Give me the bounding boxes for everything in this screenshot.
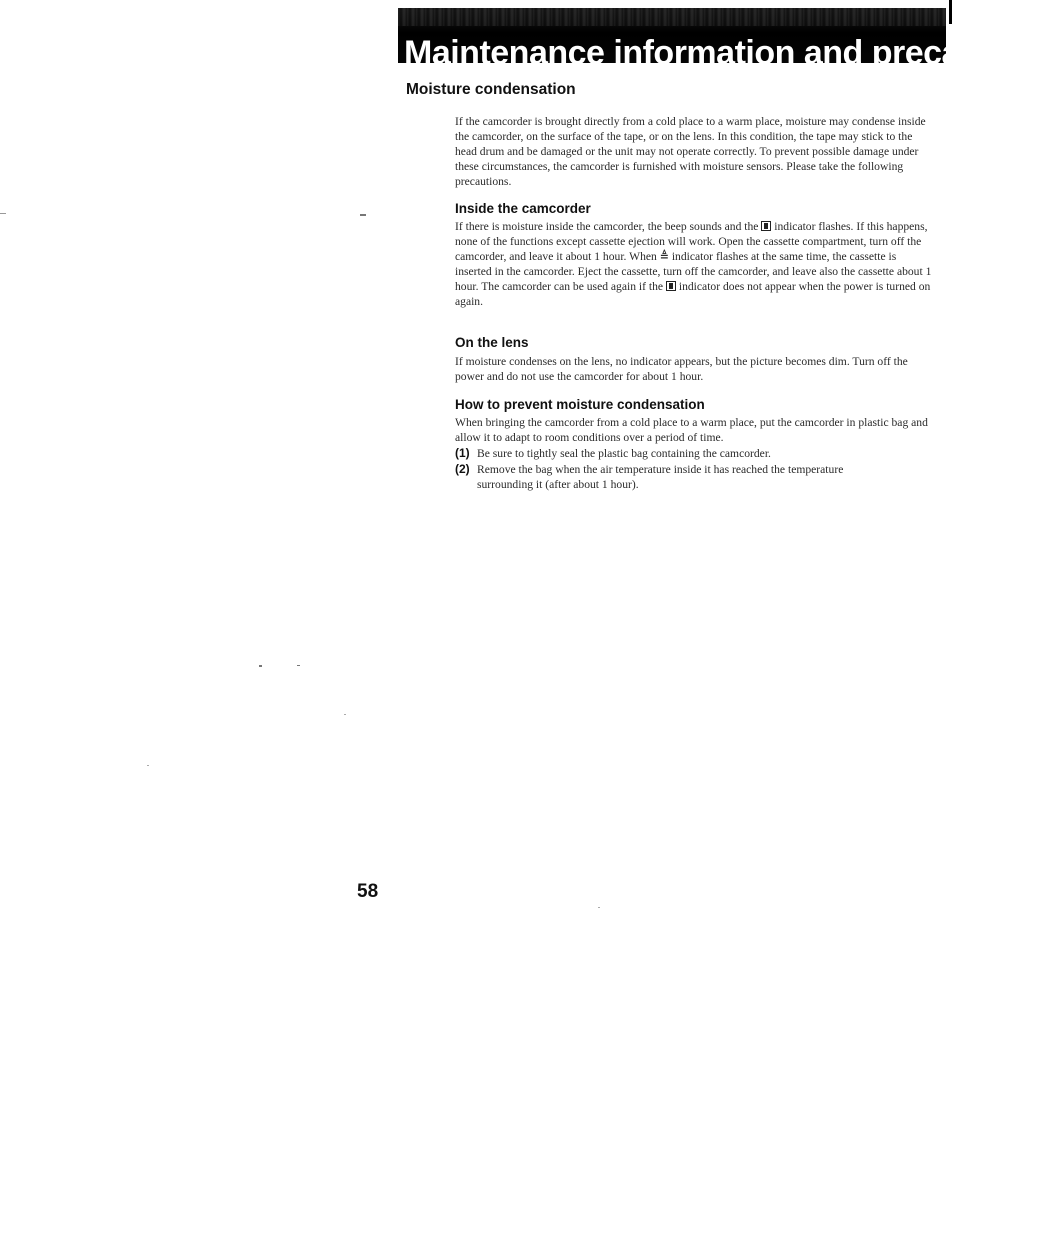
eject-icon: ≜	[659, 250, 669, 263]
scan-speck	[598, 907, 600, 908]
step-text: Remove the bag when the air temperature inside it has reached the temperature surrounding it (after about 1 hour).	[477, 463, 844, 491]
moisture-indicator-icon	[666, 281, 676, 291]
on-the-lens-heading: On the lens	[455, 335, 529, 350]
step-number: (1)	[455, 446, 470, 460]
section-banner	[398, 8, 1059, 72]
prevent-condensation-paragraph: When bringing the camcorder from a cold place to a warm place, put the camcorder in plastic bag and allow it to adapt to room conditions over a period of time.	[455, 416, 928, 444]
scan-speck	[0, 213, 6, 214]
inside-text-3: indicator flashes at the same time, the cassette is inserted in the camcorder. Eject the cassette, turn off the camcorder, and leave also the cassette about 1 hour. The camcorder can be used again if the	[455, 250, 932, 293]
page-number: 58	[357, 881, 379, 902]
inside-camcorder-paragraph	[455, 219, 933, 309]
step-text: Be sure to tightly seal the plastic bag containing the camcorder.	[477, 447, 771, 460]
banner-texture	[398, 8, 946, 26]
scan-speck	[297, 665, 300, 666]
prevent-condensation-heading: How to prevent moisture condensation	[455, 397, 705, 412]
inside-text-1: If there is moisture inside the camcorder, the beep sounds and the	[455, 220, 762, 233]
scan-speck	[360, 214, 366, 216]
banner-edge-mark	[949, 0, 952, 24]
inside-text-4: indicator does not appear when the power is turned on again.	[455, 280, 931, 308]
step-2	[455, 462, 895, 492]
banner-title: Maintenance information and precautions	[404, 34, 1059, 72]
on-the-lens-paragraph: If moisture condenses on the lens, no indicator appears, but the picture becomes dim. Turn off the power and do not use the camcorder for about 1 hour.	[455, 355, 908, 383]
step-1	[455, 446, 895, 461]
scan-speck	[259, 665, 262, 667]
intro-paragraph: If the camcorder is brought directly from a cold place to a warm place, moisture may condense inside the camcorder, on the surface of the tape, or on the lens. In this condition, the tape may stick to the head drum and be damaged or the unit may not operate correctly. To prevent possible damage under these circumstances, the camcorder is furnished with moisture sensors. Please take the following precautions.	[455, 115, 926, 188]
inside-text-2: indicator flashes. If this happens, none of the functions except cassette ejection will work. Open the cassette compartment, turn off the camcorder, and leave it about 1 hour. When	[455, 220, 928, 263]
step-number: (2)	[455, 462, 470, 476]
scan-speck	[344, 714, 346, 715]
section-heading: Moisture condensation	[406, 81, 576, 98]
moisture-indicator-icon	[761, 221, 771, 231]
scan-speck	[147, 765, 149, 766]
inside-camcorder-heading: Inside the camcorder	[455, 201, 591, 216]
